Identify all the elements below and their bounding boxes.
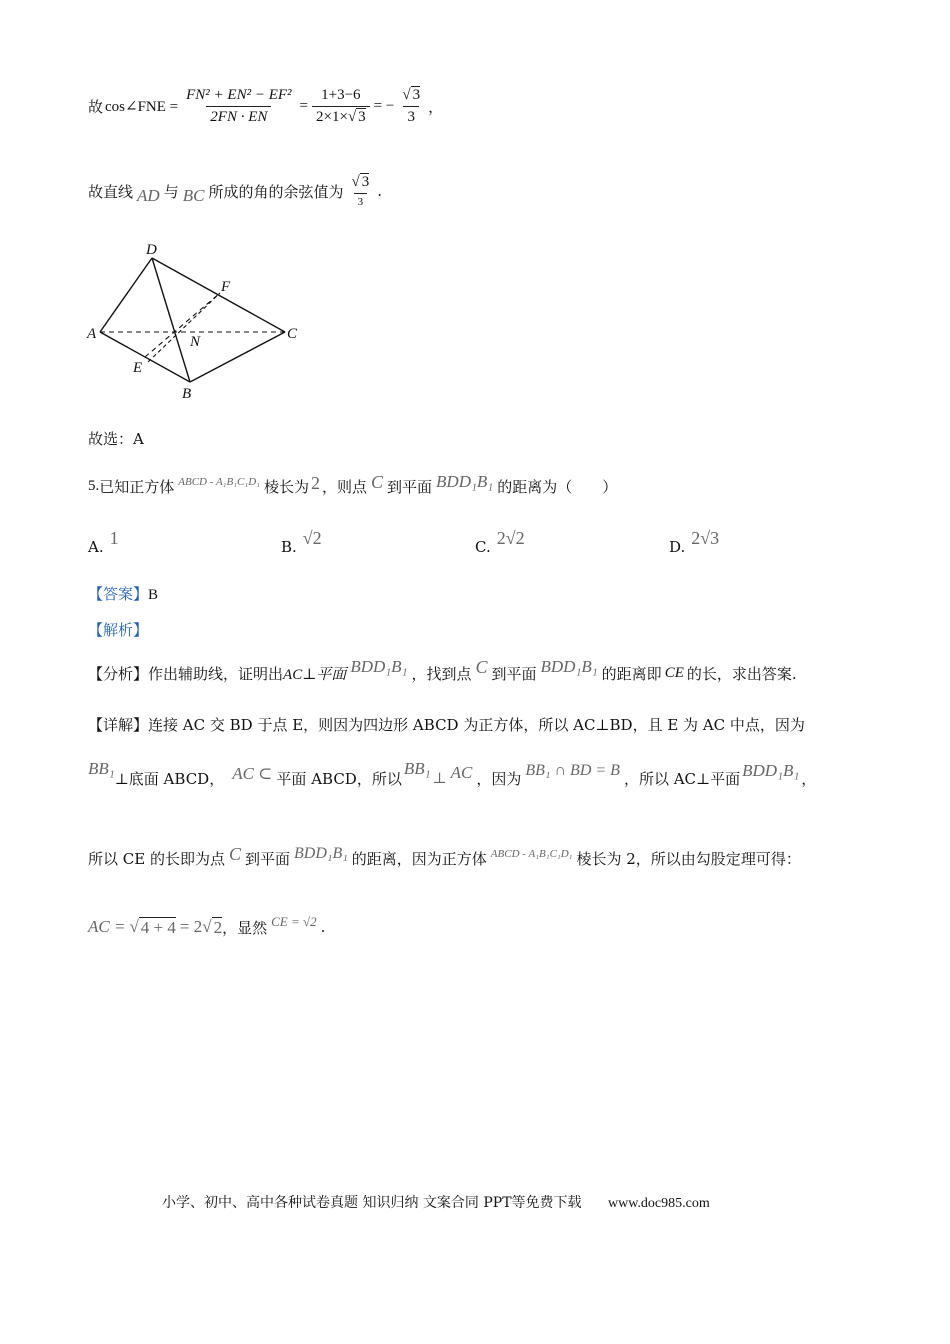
xj2-comma: ， bbox=[801, 769, 817, 788]
fenxi-text-b: AC⊥平面 bbox=[283, 666, 347, 683]
point-C: C bbox=[371, 471, 384, 492]
xj3-text-c: 到平面 bbox=[244, 849, 290, 868]
answer-tag: 【答案】 bbox=[88, 585, 149, 603]
question-text-e: 的距离为（ ） bbox=[497, 477, 618, 496]
question-number: 5. bbox=[88, 477, 100, 494]
fenxi-text-d: 到平面 bbox=[491, 664, 537, 683]
xj2-perp: ⊥ bbox=[432, 770, 447, 787]
segment-EN-dashed bbox=[148, 293, 220, 362]
xj4-text-e: ，显然 bbox=[222, 918, 268, 937]
text-line2-c: 所成的角的余弦值为 bbox=[208, 182, 344, 201]
fenxi-CE: CE bbox=[664, 664, 684, 681]
xiangjie-line-1 bbox=[88, 714, 805, 735]
result-numerator: √ 3 bbox=[402, 86, 421, 103]
cosine-fraction bbox=[347, 174, 373, 208]
xj2-BB1-b: BB₁ bbox=[403, 759, 431, 778]
xj4-sqrt-arg: 4 + 4 bbox=[140, 917, 176, 937]
option-d-value: 2√3 bbox=[691, 528, 720, 548]
tetrahedron-diagram bbox=[80, 236, 320, 406]
option-a-value: 1 bbox=[109, 528, 119, 548]
xj4-sqrt-2: 2 bbox=[213, 917, 223, 937]
fenxi-line bbox=[88, 655, 797, 691]
period: . bbox=[377, 182, 382, 200]
label-A: A bbox=[87, 326, 97, 342]
xj3-text-e: 的距离，因为正方体 bbox=[351, 849, 487, 868]
label-D: D bbox=[146, 242, 157, 258]
fenxi-text-e: 的距离即 bbox=[601, 664, 662, 683]
cosine-denominator: 3 bbox=[354, 193, 368, 208]
fenxi-text-c: ，找到点 bbox=[411, 664, 472, 683]
xiangjie-line-3 bbox=[88, 842, 801, 874]
question-text-c: ，则点 bbox=[321, 477, 367, 496]
xj4-eq-2: = 2 bbox=[179, 917, 203, 936]
xj4-CE: CE = √2 bbox=[271, 914, 317, 929]
question-text-a: 已知正方体 bbox=[99, 477, 175, 496]
xj3-text-g: 棱长为 2，所以由勾股定理可得： bbox=[576, 849, 801, 868]
answer-value: B bbox=[148, 587, 159, 603]
edge-DA bbox=[100, 258, 152, 332]
fenxi-text-g: 的长，求出答案. bbox=[686, 664, 797, 683]
den-part: 2×1× bbox=[316, 108, 348, 125]
edge-BC bbox=[190, 332, 285, 382]
cos-numerator: FN² + EN² − EF² bbox=[186, 86, 292, 103]
cos-lhs: cos∠FNE = bbox=[105, 98, 179, 115]
den-sqrt: 3 bbox=[358, 108, 366, 125]
choice-line: 故选：A bbox=[88, 430, 144, 448]
option-a[interactable] bbox=[88, 528, 119, 557]
xiangjie-line-2 bbox=[88, 758, 878, 798]
question-text-d: 到平面 bbox=[387, 477, 433, 496]
text-gu: 故 bbox=[88, 97, 104, 116]
xj4-period: . bbox=[320, 918, 326, 936]
edge-length: 2 bbox=[310, 472, 320, 493]
option-c-label: C. bbox=[475, 538, 491, 556]
question-5 bbox=[88, 470, 617, 502]
numeric-numerator: 1+3−6 bbox=[321, 86, 361, 103]
cos-denominator: 2FN · EN bbox=[206, 106, 271, 126]
xiangjie-text-1: 连接 AC 交 BD 于点 E，则因为四边形 ABCD 为正方体，所以 AC⊥BD，且 E 为 AC 中点，因为 bbox=[148, 716, 805, 734]
fenxi-point-C: C bbox=[475, 656, 488, 677]
xj2-intersection: BB₁ ∩ BD = B bbox=[525, 762, 620, 779]
comma: ， bbox=[428, 97, 444, 116]
cosine-value-line bbox=[88, 160, 382, 222]
plane-name: BDD₁B₁ bbox=[436, 472, 494, 491]
line-AD: AD bbox=[137, 186, 160, 205]
option-c[interactable] bbox=[475, 528, 525, 557]
numeric-denominator: 2×1×√ 3 bbox=[312, 106, 370, 126]
answer-line bbox=[88, 583, 158, 604]
cos-formula-line bbox=[88, 76, 443, 136]
equals-minus: = − bbox=[373, 97, 395, 114]
fenxi-plane-1: BDD₁B₁ bbox=[350, 657, 408, 676]
option-b[interactable] bbox=[281, 528, 322, 557]
label-B: B bbox=[182, 386, 192, 402]
fenxi-text-a: 作出辅助线，证明出 bbox=[148, 664, 284, 683]
result-denominator: 3 bbox=[403, 106, 419, 126]
xj2-text-d: 平面 ABCD，所以 bbox=[276, 769, 402, 788]
option-b-label: B. bbox=[281, 538, 297, 556]
xj3-point-C: C bbox=[228, 843, 241, 864]
xj2-AC: AC bbox=[450, 763, 473, 782]
result-sqrt: 3 bbox=[412, 86, 421, 103]
cos-fraction-2 bbox=[312, 87, 370, 126]
xj4-AC-eq: AC = bbox=[88, 917, 126, 936]
label-N: N bbox=[190, 334, 201, 350]
equals-sign: = bbox=[299, 97, 309, 114]
result-fraction bbox=[398, 87, 424, 126]
option-c-value: 2√2 bbox=[496, 528, 525, 548]
label-E: E bbox=[133, 360, 143, 376]
xj2-BB1: BB₁ bbox=[88, 759, 115, 778]
xiangjie-tag: 【详解】 bbox=[88, 716, 149, 734]
options-row bbox=[88, 528, 868, 556]
xj3-text-a: 所以 CE 的长即为点 bbox=[88, 849, 225, 868]
label-F: F bbox=[221, 279, 231, 295]
text-yu: 与 bbox=[163, 182, 179, 201]
footer-url[interactable]: www.doc985.com bbox=[607, 1196, 710, 1211]
fenxi-plane-2: BDD₁B₁ bbox=[540, 657, 598, 676]
cosine-sqrt: 3 bbox=[361, 174, 370, 190]
option-d[interactable] bbox=[669, 528, 720, 557]
xj3-plane: BDD₁B₁ bbox=[294, 845, 348, 862]
fenxi-tag: 【分析】 bbox=[88, 664, 149, 683]
line-BC: BC bbox=[182, 186, 205, 205]
option-d-label: D. bbox=[669, 538, 686, 556]
option-b-value: √2 bbox=[302, 528, 322, 548]
question-text-b: 棱长为 bbox=[263, 477, 309, 496]
cosine-numerator: √ 3 bbox=[351, 174, 370, 190]
xj3-cube: ABCD - A₁B₁C₁D₁ bbox=[490, 848, 573, 860]
option-a-label: A. bbox=[88, 538, 104, 556]
xj2-plane: BDD₁B₁ bbox=[742, 761, 800, 780]
footer-text: 小学、初中、高中各种试卷真题 知识归纳 文案合同 PPT等免费下载 bbox=[162, 1195, 582, 1211]
xj2-AC-subset: AC ⊂ bbox=[232, 764, 273, 783]
xj2-text-b: ⊥底面 ABCD， bbox=[114, 769, 225, 788]
analysis-tag: 【解析】 bbox=[88, 621, 149, 639]
segment-EF-dashed bbox=[145, 293, 220, 357]
xj2-text-h: ，因为 bbox=[476, 769, 522, 788]
label-C: C bbox=[287, 326, 298, 342]
xiangjie-line-4: AC = √ 4 + 4 = 2 √ 2 ，显然 CE = √2 . bbox=[88, 914, 326, 937]
xj2-text-j: ，所以 AC⊥平面 bbox=[623, 769, 741, 788]
text-line2-a: 故直线 bbox=[88, 182, 134, 201]
footer bbox=[162, 1192, 710, 1212]
cos-fraction-1 bbox=[182, 87, 295, 126]
cube-name: ABCD - A₁B₁C₁D₁ bbox=[178, 476, 260, 488]
